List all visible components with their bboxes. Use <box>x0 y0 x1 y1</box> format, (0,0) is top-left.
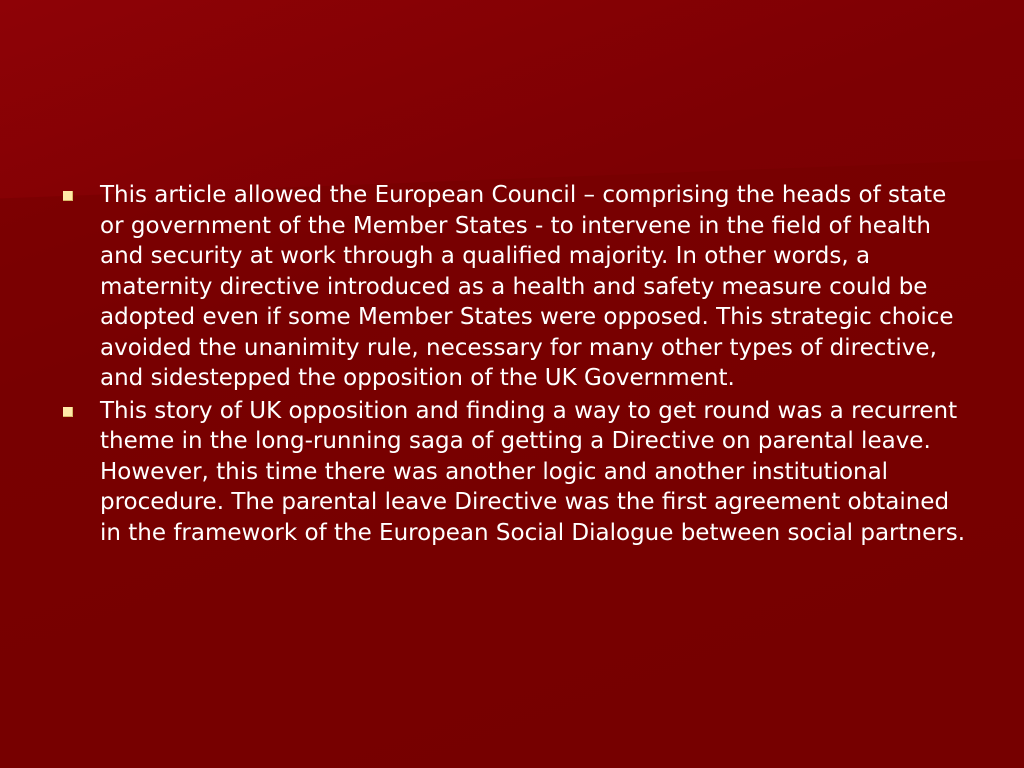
bullet-list <box>62 180 967 550</box>
bullet-item <box>62 396 967 549</box>
bullet-text: This story of UK opposition and finding a way to get round was a recurrent theme in the long-running saga of getting a Directive on parental leave. However, this time there was another logic and another institutional procedure. The parental leave Directive was the first agreement obtained in the framework of the European Social Dialogue between social partners. <box>100 397 966 546</box>
bullet-item <box>62 180 967 394</box>
square-bullet-icon <box>63 407 73 417</box>
square-bullet-icon <box>63 191 73 201</box>
bullet-text: This article allowed the European Council – comprising the heads of state or government of the Member States - to intervene in the field of health and security at work through a qualified majority. In other words, a maternity directive introduced as a health and safety measure could be adopted even if some Member States were opposed. This strategic choice avoided the unanimity rule, necessary for many other types of directive, and sidestepped the opposition of the UK Government. <box>100 182 954 391</box>
